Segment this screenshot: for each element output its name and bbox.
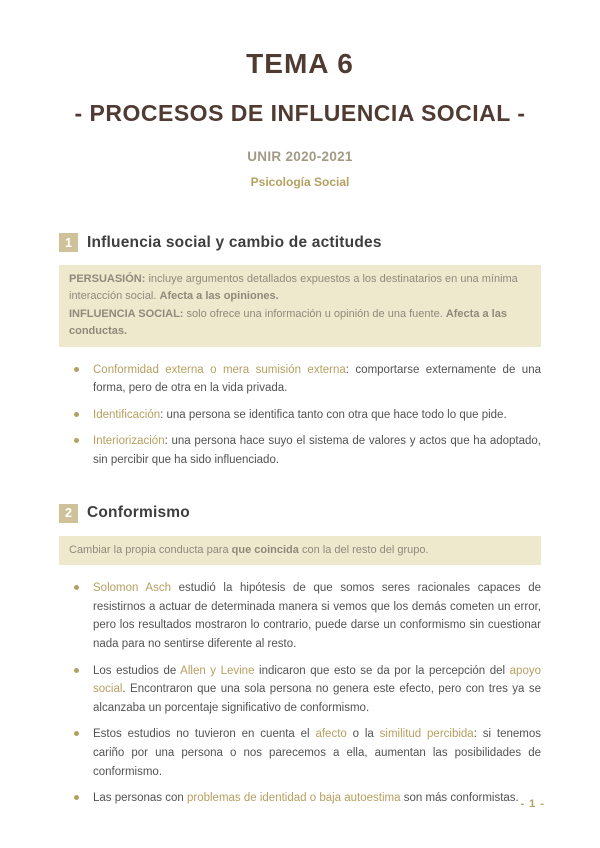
bullet-item (72, 789, 541, 808)
body-text: . Encontraron que una sola persona no genera este efecto, pero con tres ya se alcanzaba un porcentaje significativo de conformismo. (93, 683, 541, 714)
bullet-item (72, 662, 541, 718)
bullet-item (72, 361, 541, 398)
body-text: : una persona se identifica tanto con otra que hace todo lo que pide. (160, 408, 507, 421)
bullet-item (72, 432, 541, 469)
bullet-icon (74, 668, 79, 673)
body-text: que coincida (231, 543, 299, 556)
body-text: estudió la hipótesis de que somos seres racionales capaces de resistirnos a actuar de determinada manera si vemos que los demás cometen un error, pero los resultados mostraron lo contrario, puede darse un conformismo sin cuestionar nada para no sentirse diferente al resto. (93, 582, 542, 650)
keyword-text: apoyo social (93, 664, 541, 696)
section-number-badge: 2 (59, 504, 78, 523)
bullet-list (59, 361, 541, 470)
section-heading (59, 504, 541, 523)
bullet-list (59, 579, 541, 808)
keyword-text: Allen y Levine (180, 664, 255, 677)
bullet-text (93, 364, 541, 395)
body-text: : una persona hace suyo el sistema de valores y actos que ha adoptado, sin percibir que ha sido influenciado. (93, 435, 541, 466)
bullet-text (93, 728, 541, 777)
bullet-item (72, 725, 541, 781)
body-text: INFLUENCIA SOCIAL: (69, 307, 187, 320)
bullet-text (93, 792, 519, 804)
section-number-badge: 1 (59, 233, 78, 252)
keyword-text: Identificación (93, 408, 161, 421)
keyword-text: Interiorización (93, 435, 165, 448)
bullet-text (93, 665, 541, 714)
bullet-item (72, 579, 541, 654)
body-text: Afecta a las conductas. (69, 307, 507, 338)
body-text: incluye argumentos detallados expuestos a los destinatarios en una mínima interacción social. (69, 273, 518, 303)
box-line (69, 542, 531, 559)
bullet-icon (74, 438, 79, 443)
body-text: indicaron que esto se da por la percepción del (254, 664, 510, 677)
body-text: Afecta a las opiniones. (159, 290, 279, 303)
course-name: Psicología Social (250, 175, 350, 189)
section-title: Influencia social y cambio de actitudes (87, 233, 382, 251)
body-text: son más conformistas. (400, 792, 519, 805)
page-subtitle: - PROCESOS DE INFLUENCIA SOCIAL - (74, 100, 526, 126)
bullet-text (93, 582, 541, 650)
bullet-item (72, 406, 541, 425)
section-title: Conformismo (87, 504, 190, 522)
section-influencia-social (59, 233, 541, 470)
highlight-box (59, 265, 541, 347)
body-text: : comportarse externamente de una forma, pero de otra en la vida privada. (93, 363, 541, 395)
bullet-icon (74, 795, 79, 800)
keyword-text: afecto (315, 728, 347, 741)
title-block (59, 48, 541, 189)
body-text: Cambiar la propia conducta para (69, 543, 232, 556)
section-conformismo (59, 504, 541, 808)
body-text: solo ofrece una información u opinión de una fuente. (186, 307, 446, 320)
body-text: con la del resto del grupo. (298, 543, 429, 556)
keyword-text: Conformidad externa o mera sumisión externa (93, 363, 346, 376)
course-year: UNIR 2020-2021 (247, 149, 353, 164)
bullet-text (93, 409, 507, 421)
body-text: Estos estudios no tuvieron en cuenta el (93, 728, 316, 741)
body-text: o la (346, 728, 380, 741)
body-text: Las personas con (93, 792, 187, 805)
highlight-box (59, 536, 541, 565)
body-text: PERSUASIÓN: (69, 273, 149, 285)
bullet-icon (74, 367, 79, 372)
box-line (69, 271, 531, 306)
section-heading (59, 233, 541, 252)
page-title: TEMA 6 (246, 48, 354, 79)
bullet-text (93, 435, 541, 466)
bullet-icon (74, 412, 79, 417)
keyword-text: Solomon Asch (93, 582, 171, 594)
keyword-text: similitud percibida (379, 728, 474, 741)
body-text: Los estudios de (93, 664, 181, 677)
box-line (69, 306, 531, 341)
keyword-text: problemas de identidad o baja autoestima (186, 792, 401, 805)
bullet-icon (74, 585, 79, 590)
page-number: - 1 - (520, 798, 545, 810)
body-text: : si tenemos cariño por una persona o nos parecemos a ella, aumentan las posibilidades de conformismo. (93, 728, 541, 778)
bullet-icon (74, 731, 79, 736)
